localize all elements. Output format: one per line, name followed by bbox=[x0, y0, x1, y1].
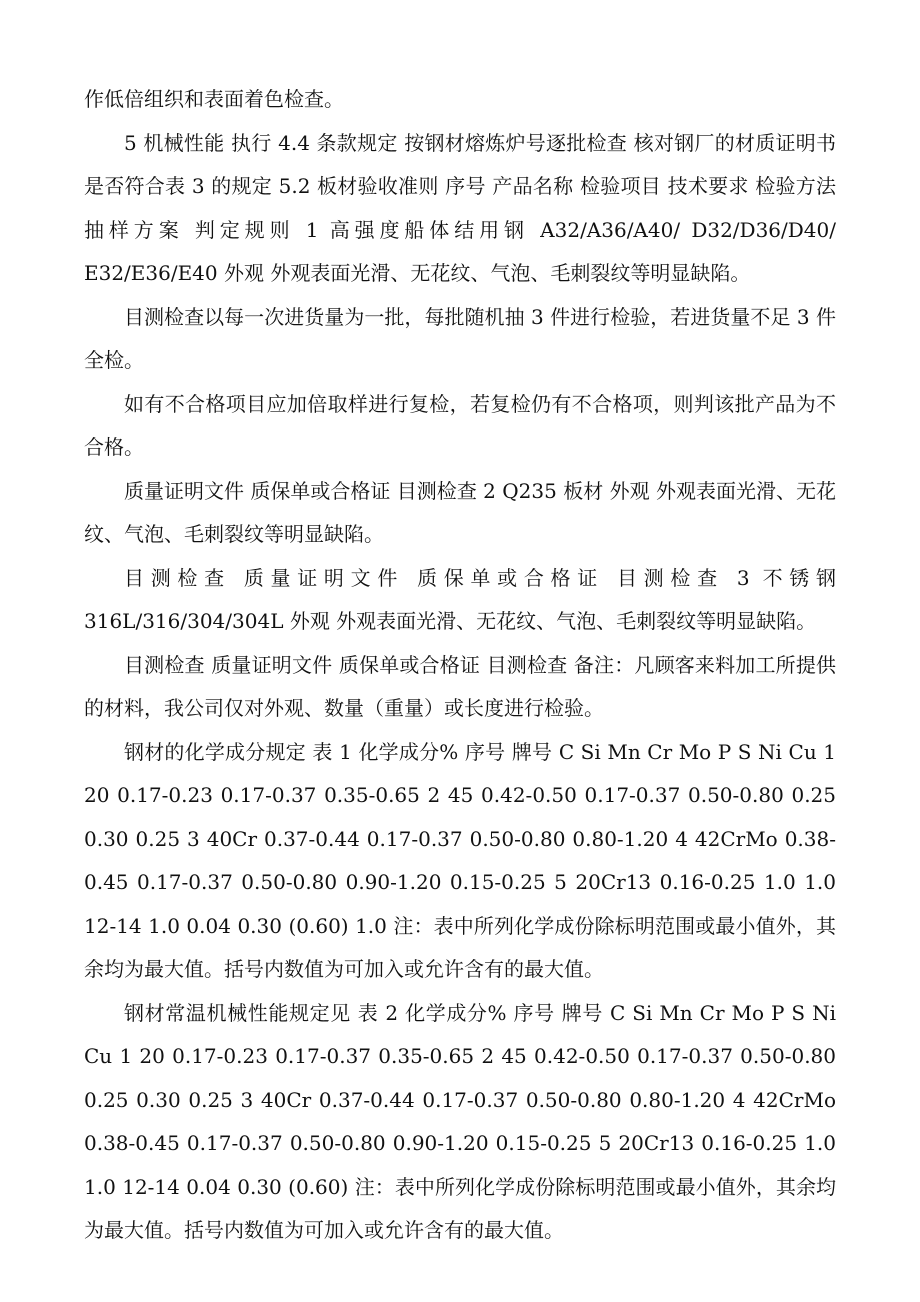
paragraph-visual-inspection: 目测检查以每一次进货量为一批，每批随机抽 3 件进行检验，若进货量不足 3 件全检。 bbox=[84, 304, 836, 372]
paragraph-mechanical-properties-table: 钢材常温机械性能规定见 表 2 化学成分% 序号 牌号 C Si Mn Cr Mo P S Ni Cu 1 20 0.17-0.23 0.17-0.37 0.35-0.65 2 45 0.42-0.50 0.17-0.37 0.50-0.80 0.25 0.30 0.25 3 40Cr 0.37-0.44 0.17-0.37 0.50-0.80 0.80-1.20 4 42CrMo 0.38-0.45 0.17-0.37 0.50-0.80 0.90-1.20 0.15-0.25 5 20Cr13 0.16-0.25 1.0 1.0 12-14 0.04 0.30 (0.60) 注：表中所列化学成份除标明范围或最小值外，其余均为最大值。括号内数值为可加入或允许含有的最大值。 bbox=[84, 1000, 836, 1242]
paragraph-customer-materials-note: 目测检查 质量证明文件 质保单或合格证 目测检查 备注：凡顾客来料加工所提供的材料，我公司仅对外观、数量（重量）或长度进行检验。 bbox=[84, 652, 836, 720]
paragraph-chemical-composition: 钢材的化学成分规定 表 1 化学成分% 序号 牌号 C Si Mn Cr Mo P S Ni Cu 1 20 0.17-0.23 0.17-0.37 0.35-0.65 2 45 0.42-0.50 0.17-0.37 0.50-0.80 0.25 0.30 0.25 3 40Cr 0.37-0.44 0.17-0.37 0.50-0.80 0.80-1.20 4 42CrMo 0.38-0.45 0.17-0.37 0.50-0.80 0.90-1.20 0.15-0.25 5 20Cr13 0.16-0.25 1.0 1.0 12-14 1.0 0.04 0.30 (0.60) 1.0 注：表中所列化学成份除标明范围或最小值外，其余均为最大值。括号内数值为可加入或允许含有的最大值。 bbox=[84, 739, 836, 981]
document-page bbox=[84, 78, 836, 1253]
paragraph-continuation: 作低倍组织和表面着色检查。 bbox=[84, 87, 344, 111]
paragraph-q235-plate: 质量证明文件 质保单或合格证 目测检查 2 Q235 板材 外观 外观表面光滑、无花纹、气泡、毛刺裂纹等明显缺陷。 bbox=[84, 478, 836, 546]
paragraph-stainless-steel: 目测检查 质量证明文件 质保单或合格证 目测检查 3 不锈钢 316L/316/304/304L 外观 外观表面光滑、无花纹、气泡、毛刺裂纹等明显缺陷。 bbox=[84, 565, 836, 633]
paragraph-mechanical-properties: 5 机械性能 执行 4.4 条款规定 按钢材熔炼炉号逐批检查 核对钢厂的材质证明书是否符合表 3 的规定 5.2 板材验收准则 序号 产品名称 检验项目 技术要求 检验方法 抽样方案 判定规则 1 高强度船体结用钢 A32/A36/A40/ D32/D36/D40/ E32/E36/E40 外观 外观表面光滑、无花纹、气泡、毛刺裂纹等明显缺陷。 bbox=[84, 130, 836, 285]
paragraph-reinspection: 如有不合格项目应加倍取样进行复检，若复检仍有不合格项，则判该批产品为不合格。 bbox=[84, 391, 836, 459]
